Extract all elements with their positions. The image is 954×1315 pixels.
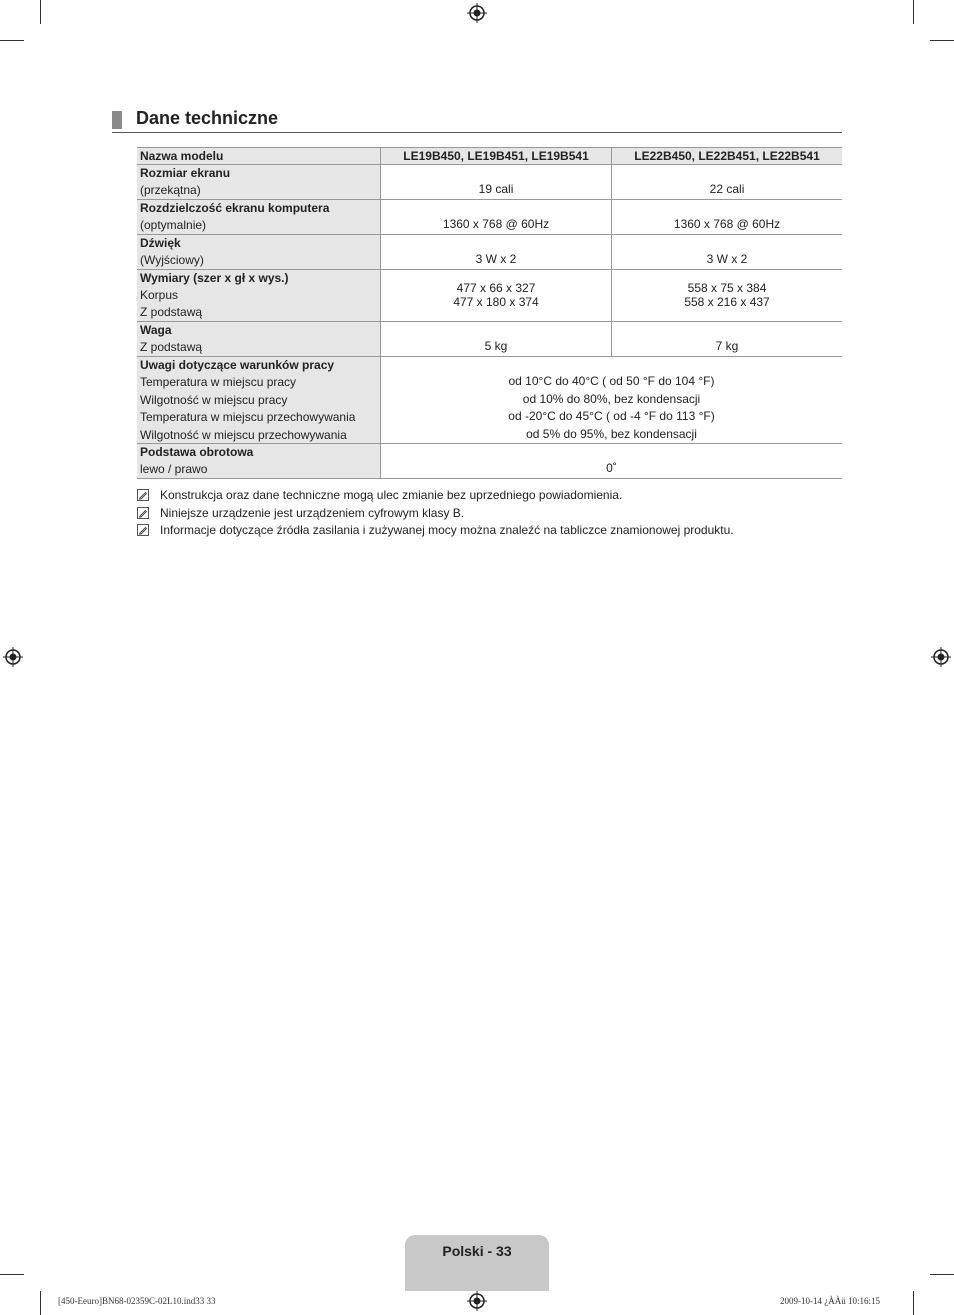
- label-sub: Temperatura w miejscu pracy: [140, 375, 297, 389]
- table-cell: 1360 x 768 @ 60Hz: [381, 200, 612, 235]
- label-bold: Dźwięk: [140, 236, 181, 250]
- header-model-name: Nazwa modelu: [137, 148, 381, 165]
- table-cell: 19 cali: [381, 165, 612, 200]
- section-heading: [112, 108, 842, 133]
- cell-line: 477 x 66 x 327: [456, 281, 536, 295]
- table-cell: 3 W x 2: [381, 235, 612, 270]
- table-cell: 1360 x 768 @ 60Hz: [612, 200, 842, 235]
- label-sub: Z podstawą: [140, 340, 203, 354]
- label-bold: Podstawa obrotowa: [140, 444, 254, 459]
- table-row: [137, 270, 842, 322]
- cell-line: od 10% do 80%, bez kondensacji: [522, 391, 701, 406]
- header-model-19: LE19B450, LE19B451, LE19B541: [381, 148, 612, 165]
- page-title: Dane techniczne: [136, 108, 279, 128]
- registration-mark-icon: [931, 647, 951, 667]
- registration-mark-icon: [467, 1291, 487, 1311]
- header-model-22: LE22B450, LE22B451, LE22B541: [612, 148, 842, 165]
- table-cell: 3 W x 2: [612, 235, 842, 270]
- label-sub: (optymalnie): [140, 218, 207, 232]
- table-cell: 0˚: [381, 443, 843, 478]
- note-icon: [137, 489, 149, 501]
- table-cell: [381, 270, 612, 322]
- table-cell: 7 kg: [612, 322, 842, 357]
- note-icon: [137, 524, 149, 536]
- list-item: [137, 522, 734, 540]
- label-bold: Wymiary (szer x gł x wys.): [140, 271, 289, 285]
- crop-mark: [40, 1291, 41, 1315]
- label-sub: lewo / prawo: [140, 461, 208, 476]
- note-text: Informacje dotyczące źródła zasilania i zużywanej mocy można znaleźć na tabliczce znamionowej produktu.: [160, 523, 734, 537]
- cell-line: od 5% do 95%, bez kondensacji: [526, 426, 697, 441]
- table-cell: [612, 270, 842, 322]
- table-row: [137, 443, 842, 478]
- label-sub: (przekątna): [140, 183, 201, 197]
- notes-list: [137, 487, 734, 540]
- label-sub: Wilgotność w miejscu przechowywania: [140, 427, 347, 442]
- row-label: [137, 235, 381, 270]
- crop-mark: [913, 0, 914, 24]
- crop-mark: [913, 1291, 914, 1315]
- cell-line: 477 x 180 x 374: [453, 295, 539, 309]
- table-row: [137, 200, 842, 235]
- page-number-box: [405, 1235, 549, 1291]
- table-row: [137, 322, 842, 357]
- note-text: Niniejsze urządzenie jest urządzeniem cyfrowym klasy B.: [160, 505, 465, 520]
- row-label: [137, 270, 381, 322]
- label-sub: (Wyjściowy): [140, 253, 204, 267]
- footer-right: 2009-10-14 ¿ÀÀü 10:16:15: [780, 1296, 880, 1306]
- crop-mark: [930, 40, 954, 41]
- table-cell: 22 cali: [612, 165, 842, 200]
- heading-bar: [112, 111, 122, 129]
- table-header-row: [137, 148, 842, 165]
- crop-mark: [40, 0, 41, 24]
- table-row: [137, 235, 842, 270]
- row-label: [137, 200, 381, 235]
- note-icon: [137, 507, 149, 519]
- footer-left: [450-Eeuro]BN68-02359C-02L10.ind33 33: [58, 1296, 216, 1306]
- cell-line: 558 x 75 x 384: [687, 281, 767, 295]
- table-cell: 5 kg: [381, 322, 612, 357]
- table-row: [137, 357, 842, 444]
- registration-mark-icon: [467, 3, 487, 23]
- crop-mark: [0, 1274, 24, 1275]
- cell-line: 558 x 216 x 437: [684, 295, 770, 309]
- label-bold: Uwagi dotyczące warunków pracy: [140, 358, 335, 372]
- registration-mark-icon: [3, 647, 23, 667]
- page-number: Polski - 33: [442, 1243, 512, 1259]
- label-bold: Rozdzielczość ekranu komputera: [140, 201, 330, 215]
- table-row: [137, 165, 842, 200]
- crop-mark: [930, 1274, 954, 1275]
- row-label: [137, 357, 381, 444]
- crop-mark: [0, 40, 24, 41]
- label-bold: Rozmiar ekranu: [140, 166, 231, 180]
- table-cell: [381, 357, 843, 444]
- label-bold: Waga: [140, 323, 172, 337]
- cell-line: od 10°C do 40°C ( od 50 °F do 104 °F): [508, 374, 715, 388]
- row-label: [137, 322, 381, 357]
- row-label: [137, 165, 381, 200]
- note-text: Konstrukcja oraz dane techniczne mogą ulec zmianie bez uprzedniego powiadomienia.: [160, 488, 623, 502]
- label-sub: Wilgotność w miejscu pracy: [140, 392, 288, 407]
- label-sub: Z podstawą: [140, 305, 203, 319]
- label-sub: Korpus: [140, 288, 179, 302]
- label-sub: Temperatura w miejscu przechowywania: [140, 410, 356, 424]
- list-item: [137, 505, 734, 523]
- row-label: [137, 443, 381, 478]
- spec-table: [137, 147, 842, 479]
- list-item: [137, 487, 734, 505]
- cell-line: od -20°C do 45°C ( od -4 °F do 113 °F): [508, 409, 715, 423]
